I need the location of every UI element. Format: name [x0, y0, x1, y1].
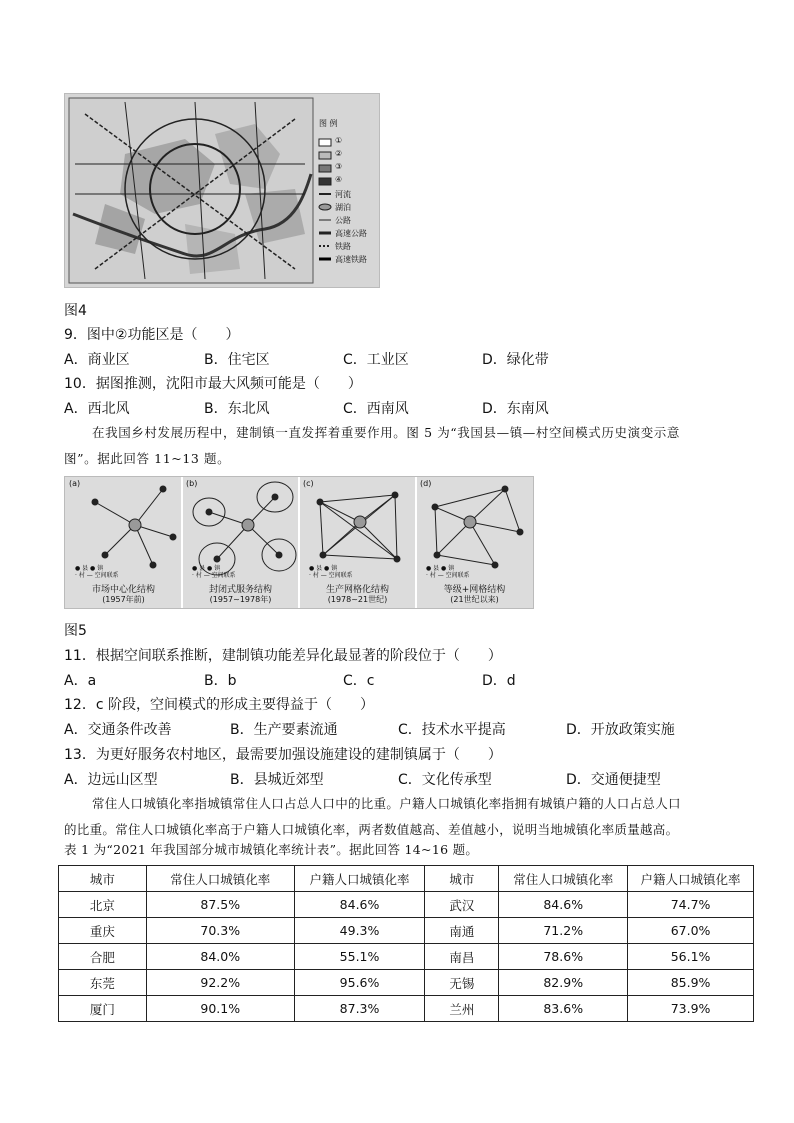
table-cell-city: 南通	[425, 918, 499, 944]
q13-option-a[interactable]: A．边远山区型	[64, 772, 158, 788]
table-cell: 95.6%	[294, 970, 425, 996]
legend-item: 湖泊	[335, 203, 351, 212]
legend-item: 河流	[335, 190, 351, 199]
table-cell: 56.1%	[628, 944, 754, 970]
table-cell: 70.3%	[146, 918, 294, 944]
table-row	[59, 944, 754, 970]
legend-title: 图 例	[319, 119, 338, 128]
table-cell-city: 无锡	[425, 970, 499, 996]
question-12-stem: 12．c 阶段，空间模式的形成主要得益于（ ）	[64, 697, 374, 713]
figure-4-caption: 图4	[64, 303, 87, 319]
figure-5-caption: 图5	[64, 623, 87, 639]
table-row	[59, 970, 754, 996]
table-cell: 73.9%	[628, 996, 754, 1022]
table-cell: 90.1%	[146, 996, 294, 1022]
table-row	[59, 996, 754, 1022]
table-header-cell: 城市	[59, 866, 147, 892]
q12-option-a[interactable]: A．交通条件改善	[64, 722, 172, 738]
panel-c-period: (1978~21世纪)	[327, 595, 388, 604]
table-cell-city: 厦门	[59, 996, 147, 1022]
table-cell: 83.6%	[499, 996, 628, 1022]
q11-option-a[interactable]: A．a	[64, 673, 97, 689]
panel-a-legend-top: ● 县 ● 镇	[75, 565, 104, 572]
intro3-line3: 表 1 为“2021 年我国部分城市城镇化率统计表”。据此回答 14~16 题。	[64, 842, 479, 857]
table-cell: 87.3%	[294, 996, 425, 1022]
intro2-line2: 图”。据此回答 11~13 题。	[64, 451, 231, 466]
panel-d-letter: (d)	[420, 479, 432, 488]
q11-option-d[interactable]: D．d	[482, 673, 516, 689]
intro3-line2: 的比重。常住人口城镇化率高于户籍人口城镇化率，两者数值越高、差值越小，说明当地城镇化率质量越高。	[64, 822, 679, 837]
panel-c-legend-top: ● 县 ● 镇	[309, 565, 338, 572]
table-cell: 74.7%	[628, 892, 754, 918]
figure-5-diagram	[64, 476, 534, 609]
intro2-line1: 在我国乡村发展历程中，建制镇一直发挥着重要作用。图 5 为“我国县—镇—村空间模式历史演变示意	[92, 425, 680, 440]
table-cell: 84.0%	[146, 944, 294, 970]
question-13-stem: 13．为更好服务农村地区，最需要加强设施建设的建制镇属于（ ）	[64, 747, 502, 763]
table-cell: 92.2%	[146, 970, 294, 996]
q10-option-d[interactable]: D．东南风	[482, 401, 549, 417]
table-row	[59, 892, 754, 918]
panel-c-letter: (c)	[303, 479, 314, 488]
panel-c-legend-bottom: · 村 — 空间联系	[309, 572, 353, 579]
intro-paragraph-2	[64, 420, 754, 472]
table-header-cell: 常住人口城镇化率	[499, 866, 628, 892]
table-cell: 71.2%	[499, 918, 628, 944]
panel-a-period: (1957年前)	[102, 595, 145, 604]
q10-option-a[interactable]: A．西北风	[64, 401, 130, 417]
panel-d-period: (21世纪以来)	[450, 595, 499, 604]
panel-d-legend-top: ● 县 ● 镇	[426, 565, 455, 572]
table-header-cell: 户籍人口城镇化率	[294, 866, 425, 892]
q12-option-c[interactable]: C．技术水平提高	[398, 722, 506, 738]
table-cell: 49.3%	[294, 918, 425, 944]
panel-a-title: 市场中心化结构	[91, 585, 155, 595]
table-header-cell: 常住人口城镇化率	[146, 866, 294, 892]
question-10-stem: 10．据图推测，沈阳市最大风频可能是（ ）	[64, 376, 362, 392]
q13-option-b[interactable]: B．县城近郊型	[230, 772, 324, 788]
urbanization-table	[58, 865, 754, 1022]
legend-item: 高速铁路	[335, 255, 367, 264]
table-cell-city: 武汉	[425, 892, 499, 918]
legend-item: 公路	[335, 216, 351, 225]
table-cell-city: 南昌	[425, 944, 499, 970]
table-cell-city: 合肥	[59, 944, 147, 970]
panel-a-legend-bottom: · 村 — 空间联系	[75, 572, 119, 579]
q12-option-b[interactable]: B．生产要素流通	[230, 722, 338, 738]
panel-d-legend-bottom: · 村 — 空间联系	[426, 572, 470, 579]
q9-option-b[interactable]: B．住宅区	[204, 352, 270, 368]
table-row	[59, 918, 754, 944]
table-cell: 55.1%	[294, 944, 425, 970]
q9-option-c[interactable]: C．工业区	[343, 352, 409, 368]
panel-b-legend-top: ● 县 ● 镇	[192, 565, 221, 572]
table-cell: 87.5%	[146, 892, 294, 918]
table-cell: 85.9%	[628, 970, 754, 996]
table-header-row	[59, 866, 754, 892]
legend-item: ①	[335, 136, 343, 145]
table-cell-city: 北京	[59, 892, 147, 918]
panel-c-title: 生产网格化结构	[325, 585, 389, 595]
table-cell: 84.6%	[294, 892, 425, 918]
panel-b-legend-bottom: · 村 — 空间联系	[192, 572, 236, 579]
question-11-stem: 11．根据空间联系推断，建制镇功能差异化最显著的阶段位于（ ）	[64, 648, 502, 664]
q11-option-c[interactable]: C．c	[343, 673, 375, 689]
legend-item: 高速公路	[335, 229, 367, 238]
intro-paragraph-3	[64, 791, 754, 863]
table-cell-city: 兰州	[425, 996, 499, 1022]
table-cell-city: 东莞	[59, 970, 147, 996]
q9-option-d[interactable]: D．绿化带	[482, 352, 549, 368]
legend-item: ③	[335, 162, 343, 171]
legend-item: 铁路	[335, 242, 351, 251]
table-cell: 82.9%	[499, 970, 628, 996]
legend-item: ②	[335, 149, 343, 158]
intro3-line1: 常住人口城镇化率指城镇常住人口占总人口中的比重。户籍人口城镇化率指拥有城镇户籍的人口占总人口	[92, 796, 681, 811]
panel-b-title: 封闭式服务结构	[208, 585, 272, 595]
q10-option-c[interactable]: C．西南风	[343, 401, 409, 417]
table-cell: 84.6%	[499, 892, 628, 918]
table-header-cell: 城市	[425, 866, 499, 892]
table-header-cell: 户籍人口城镇化率	[628, 866, 754, 892]
question-9-stem: 9．图中②功能区是（ ）	[64, 327, 240, 343]
q9-option-a[interactable]: A．商业区	[64, 352, 130, 368]
panel-d-title: 等级+网格结构	[443, 585, 506, 595]
figure-4-map	[64, 93, 380, 288]
q12-option-d[interactable]: D．开放政策实施	[566, 722, 675, 738]
q13-option-d[interactable]: D．交通便捷型	[566, 772, 661, 788]
table-cell: 78.6%	[499, 944, 628, 970]
table-cell-city: 重庆	[59, 918, 147, 944]
panel-a-letter: (a)	[69, 479, 81, 488]
table-cell: 67.0%	[628, 918, 754, 944]
panel-b-period: (1957~1978年)	[209, 595, 272, 604]
panel-b-letter: (b)	[186, 479, 198, 488]
legend-item: ④	[335, 175, 343, 184]
q11-option-b[interactable]: B．b	[204, 673, 237, 689]
q13-option-c[interactable]: C．文化传承型	[398, 772, 492, 788]
q10-option-b[interactable]: B．东北风	[204, 401, 270, 417]
